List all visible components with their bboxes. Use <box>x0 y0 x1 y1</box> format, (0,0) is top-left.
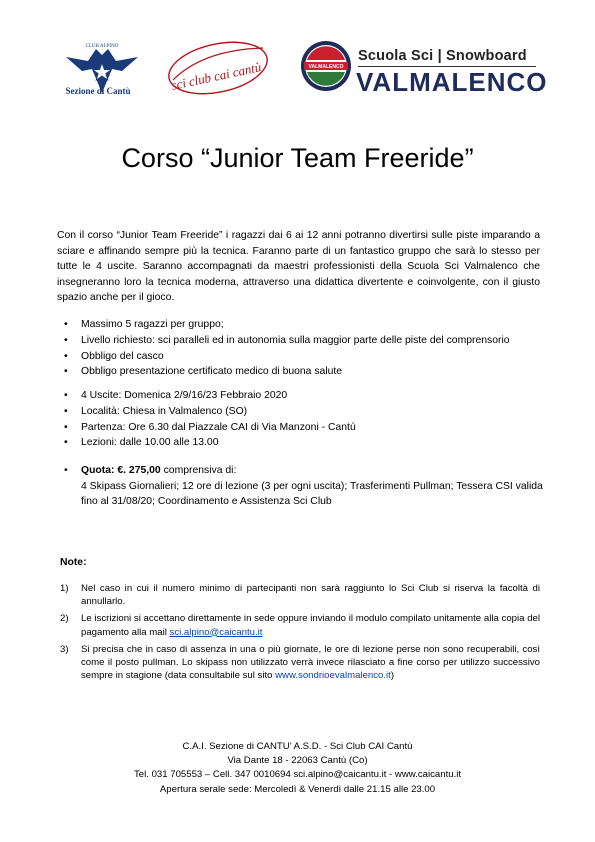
list-item: • Massimo 5 ragazzi per gruppo; <box>60 317 560 333</box>
note-text: Nel caso in cui il numero minimo di partecipanti non sarà raggiunto lo Sci Club si riserva la facoltà di annullarlo. <box>81 583 540 608</box>
note-number: 1) <box>60 583 69 594</box>
note-item <box>60 612 540 638</box>
intro-paragraph: Con il corso “Junior Team Freeride” i ragazzi dai 6 ai 12 anni potranno divertirsi sulle piste imparando a sciare e affinando sempre più la tecnica. Faranno parte di un fantastico gruppo che sarà lo stesso per tutte le 4 uscite. Saranno accompagnati da maestri professionisti della Scuola Sci Valmalenco che insegneranno loro la tecnica moderna, attraverso una didattica divertente e coinvolgente, con il giusto spazio anche per il gioco. <box>57 230 540 304</box>
list-item: • Obbligo del casco <box>60 349 560 365</box>
list-item: • Partenza: Ore 6.30 dal Piazzale CAI di Via Manzoni - Cantù <box>60 420 560 436</box>
email-link[interactable]: sci.alpino@caicantu.it <box>169 626 263 638</box>
price-detail: 4 Skipass Giornalieri; 12 ore di lezione (3 per ogni uscita); Trasferimenti Pullman; Tessera CSI valida fino al 31/08/20; Coordinamento e Assistenza Sci Club <box>81 481 543 508</box>
page-footer <box>0 740 595 797</box>
notes-heading: Note: <box>60 557 87 568</box>
cai-section-label: Sezione di Cantù <box>65 86 131 96</box>
page-title: Corso “Junior Team Freeride” <box>121 143 474 173</box>
note-number: 3) <box>60 643 69 655</box>
note-item <box>60 643 540 683</box>
website-link[interactable]: www.sondrioevalmalenco.it <box>275 670 391 682</box>
footer-contacts: Tel. 031 705553 – Cell. 347 0010694 sci.alpino@caicantu.it - www.caicantu.it <box>133 769 462 781</box>
sci-club-logo <box>163 30 273 100</box>
svg-text:CLUB ALPINO: CLUB ALPINO <box>85 44 119 49</box>
note-text-end: ) <box>390 670 395 682</box>
list-item: • Località: Chiesa in Valmalenco (SO) <box>60 404 560 420</box>
valmalenco-badge-text: VALMALENCO <box>308 64 344 71</box>
price-item <box>60 463 560 479</box>
note-text: Si precisa che in caso di assenza in una o più giornate, le ore di lezione perse non sono recuperabili, così come il posto pullman. Lo skipass non utilizzato verrà invece rilasciato a fine corso per utilizzo successivo sempre in stagione (data consultabile sul sito <box>81 643 540 682</box>
list-item: • Obbligo presentazione certificato medico di buona salute <box>60 364 560 380</box>
note-number: 2) <box>60 613 69 625</box>
valmalenco-badge-icon <box>300 40 352 92</box>
sci-club-logo-text: sci club cai cantù <box>169 59 263 93</box>
valmalenco-wordmark: VALMALENCO <box>356 67 548 97</box>
price-label: Quota: €. 275,00 <box>81 465 161 476</box>
school-name-label: Scuola Sci | Snowboard <box>358 48 527 64</box>
requirements-list <box>60 317 560 380</box>
note-item <box>60 582 540 608</box>
price-list <box>60 463 560 479</box>
notes-list <box>60 582 540 686</box>
footer-address: Via Dante 18 - 22063 Cantù (Co) <box>227 755 368 767</box>
footer-hours: Apertura serale sede: Mercoledì & Venerdì dalle 21.15 alle 23.00 <box>159 783 436 795</box>
trip-info-list <box>60 388 560 451</box>
note-text: Le iscrizioni si accettano direttamente in sede oppure inviando il modulo compilato unitamente alla copia del pagamento alla mail <box>81 613 540 638</box>
footer-org: C.A.I. Sezione di CANTU’ A.S.D. - Sci Club CAI Cantù <box>182 741 413 752</box>
list-item: • 4 Uscite: Domenica 2/9/16/23 Febbraio 2020 <box>60 388 560 404</box>
price-suffix: comprensiva di: <box>160 465 237 476</box>
list-item: • Lezioni: dalle 10.00 alle 13.00 <box>60 435 560 451</box>
list-item: • Livello richiesto: sci paralleli ed in autonomia sulla maggior parte delle piste del comprensorio <box>60 333 560 349</box>
